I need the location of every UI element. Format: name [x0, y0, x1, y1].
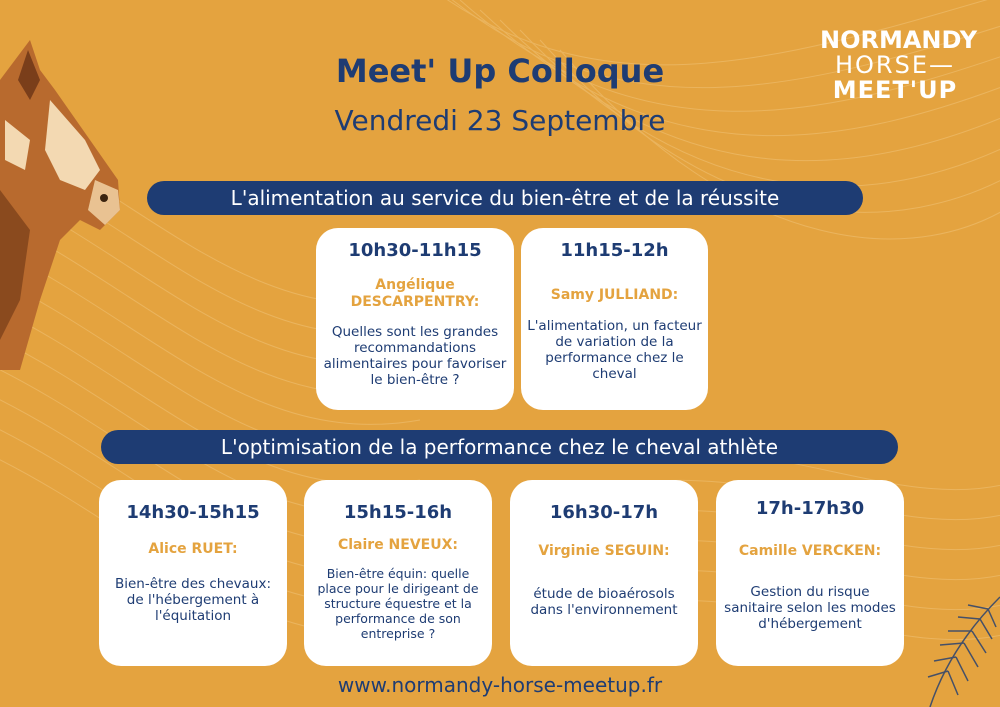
website-link[interactable]: www.normandy-horse-meetup.fr [337, 673, 663, 697]
session-card [99, 480, 287, 666]
section-banner-alimentation: L'alimentation au service du bien-être et de la réussite [147, 181, 863, 215]
session-topic: Gestion du risque sanitaire selon les modes d'hébergement [724, 584, 896, 632]
session-time: 15h15-16h [343, 502, 453, 523]
session-time: 10h30-11h15 [348, 240, 482, 261]
logo-line-normandy: NORMANDY [820, 26, 978, 54]
session-topic: Quelles sont les grandes recommandations alimentaires pour favoriser le bien-être ? [323, 324, 507, 388]
session-topic: étude de bioaérosols dans l'environnement [530, 586, 678, 618]
session-speaker: Camille VERCKEN: [738, 543, 882, 559]
session-speaker: Claire NEVEUX: [337, 537, 459, 553]
logo-line-meetup: MEET'UP [832, 76, 958, 105]
page-title: Meet' Up Colloque [335, 52, 665, 90]
session-card [521, 228, 708, 410]
session-speaker: Angélique DESCARPENTRY: [350, 277, 480, 310]
session-speaker: Virginie SEGUIN: [538, 543, 670, 559]
session-card [304, 480, 492, 666]
session-topic: Bien-être équin: quelle place pour le dirigeant de structure équestre et la performance de son entreprise ? [317, 566, 479, 641]
horse-head-illustration-icon [0, 40, 150, 370]
session-time: 17h-17h30 [755, 498, 865, 519]
normandy-horse-meetup-logo [820, 26, 978, 105]
session-speaker: Alice RUET: [148, 541, 238, 557]
logo-line-horse: HORSE— [834, 51, 955, 80]
session-topic: Bien-être des chevaux: de l'hébergement à l'équitation [114, 576, 272, 624]
session-speaker: Samy JULLIAND: [550, 287, 679, 303]
session-time: 14h30-15h15 [126, 502, 260, 523]
session-time: 16h30-17h [549, 502, 659, 523]
section-banner-performance: L'optimisation de la performance chez le cheval athlète [101, 430, 898, 464]
page-subtitle-date: Vendredi 23 Septembre [334, 104, 666, 137]
session-card [716, 480, 904, 666]
session-time: 11h15-12h [560, 240, 669, 261]
session-topic: L'alimentation, un facteur de variation de la performance chez le cheval [527, 318, 702, 382]
session-card [510, 480, 698, 666]
session-card [316, 228, 514, 410]
